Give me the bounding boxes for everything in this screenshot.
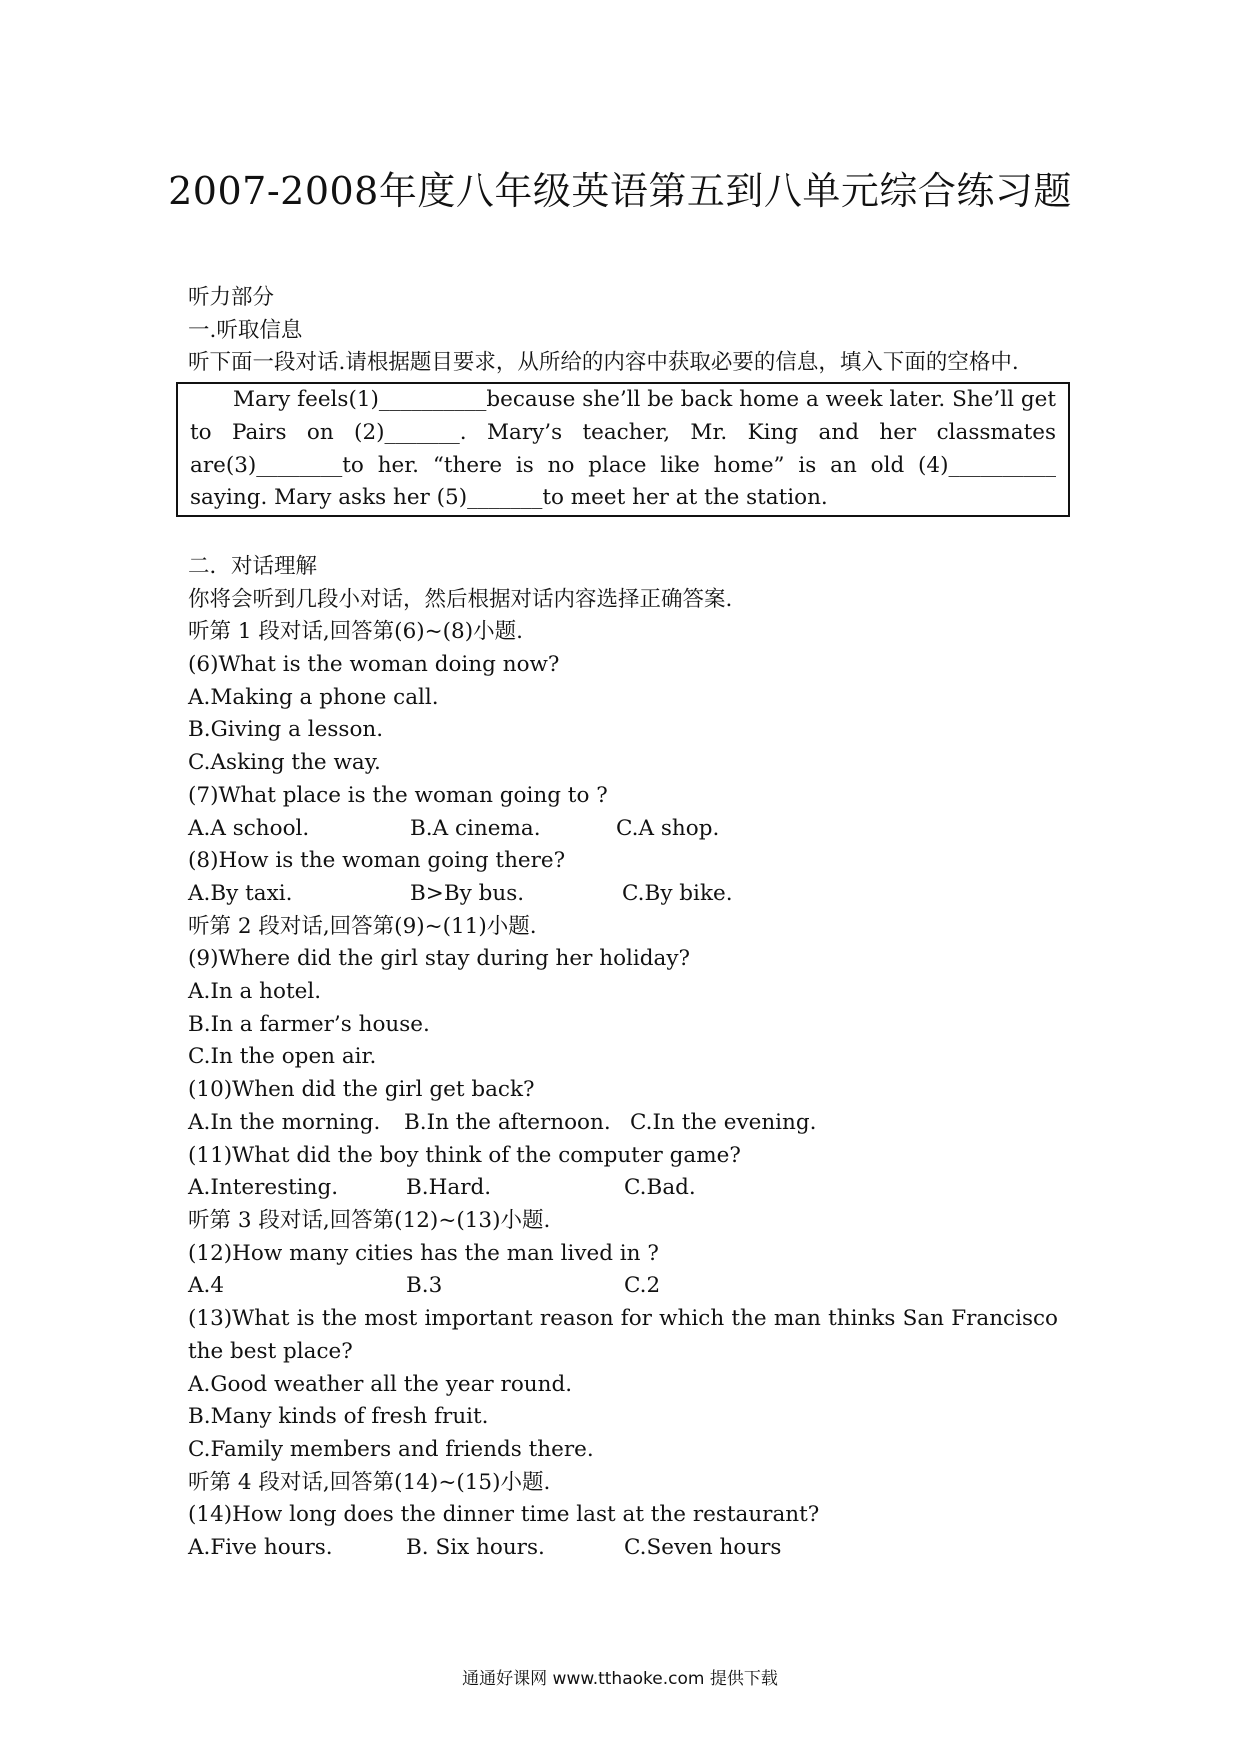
dialog-heading: 听第 3 段对话,回答第(12)~(13)小题. [188, 1207, 551, 1233]
option: A.Making a phone call. [188, 684, 439, 710]
question: (9)Where did the girl stay during her holiday? [188, 946, 691, 972]
part1-instruction: 听下面一段对话.请根据题目要求，从所给的内容中获取必要的信息，填入下面的空格中. [188, 350, 1019, 376]
option: B.Hard. [406, 1175, 492, 1201]
question: (10)When did the girl get back? [188, 1077, 535, 1103]
option-row [188, 1270, 1058, 1303]
option: A.In the morning. [188, 1109, 381, 1135]
question: (11)What did the boy think of the computer game? [188, 1142, 741, 1168]
page-footer: 通通好课网 www.tthaoke.com 提供下载 [462, 1669, 778, 1689]
fill-in-box [176, 382, 1070, 517]
option: B.3 [406, 1273, 443, 1299]
option-row [188, 813, 1058, 846]
question: (6)What is the woman doing now? [188, 652, 560, 678]
option: C.A shop. [616, 815, 720, 841]
option: C.By bike. [622, 880, 733, 906]
option: C.2 [624, 1273, 661, 1299]
option: C.Family members and friends there. [188, 1436, 594, 1462]
document-body [188, 282, 1058, 1565]
dialog-heading: 听第 1 段对话,回答第(6)~(8)小题. [188, 619, 523, 645]
option: B.A cinema. [410, 815, 541, 841]
part2-heading: 二．对话理解 [188, 553, 318, 579]
fill-in-passage: Mary feels(1)__________because she’ll be back home a week later. She’ll get to Pairs on (2)_______. Mary’s teacher, Mr. King and her classmates are(3)________to her. “there is no place like home” is an old (4)__________ saying. Mary asks her (5)_______to meet her at the station. [190, 387, 1056, 511]
option-row [188, 1107, 1058, 1140]
page-title: 2007-2008年度八年级英语第五到八单元综合练习题 [168, 169, 1072, 213]
option: C.Bad. [624, 1175, 696, 1201]
part2-instruction: 你将会听到几段小对话，然后根据对话内容选择正确答案. [188, 586, 733, 612]
option: A.4 [188, 1273, 225, 1299]
option: A.Good weather all the year round. [188, 1371, 573, 1397]
question: (12)How many cities has the man lived in ? [188, 1240, 659, 1266]
option: C.Seven hours [624, 1535, 782, 1561]
option: A.Interesting. [188, 1175, 339, 1201]
question: (13)What is the most important reason for which the man thinks San Francisco the best place? [188, 1306, 1058, 1364]
dialog-heading: 听第 2 段对话,回答第(9)~(11)小题. [188, 913, 537, 939]
section-heading: 听力部分 [188, 285, 275, 310]
option: A.A school. [188, 815, 310, 841]
option: B.Many kinds of fresh fruit. [188, 1404, 489, 1430]
option: B.In the afternoon. [404, 1109, 611, 1135]
dialog-heading: 听第 4 段对话,回答第(14)~(15)小题. [188, 1469, 551, 1495]
option: B>By bus. [410, 880, 525, 906]
question: (7)What place is the woman going to ? [188, 782, 608, 808]
question: (14)How long does the dinner time last at the restaurant? [188, 1502, 820, 1528]
part1-heading: 一.听取信息 [188, 317, 303, 343]
option: C.In the evening. [630, 1109, 817, 1135]
option: C.In the open air. [188, 1044, 377, 1070]
option-row [188, 878, 1058, 911]
option: A.Five hours. [188, 1535, 333, 1561]
option: A.In a hotel. [188, 979, 322, 1005]
option: B. Six hours. [406, 1535, 545, 1561]
option-row [188, 1172, 1058, 1205]
option: B.In a farmer’s house. [188, 1011, 430, 1037]
option: A.By taxi. [188, 880, 293, 906]
option: B.Giving a lesson. [188, 717, 384, 743]
option-row [188, 1532, 1058, 1565]
question: (8)How is the woman going there? [188, 848, 566, 874]
option: C.Asking the way. [188, 750, 381, 776]
